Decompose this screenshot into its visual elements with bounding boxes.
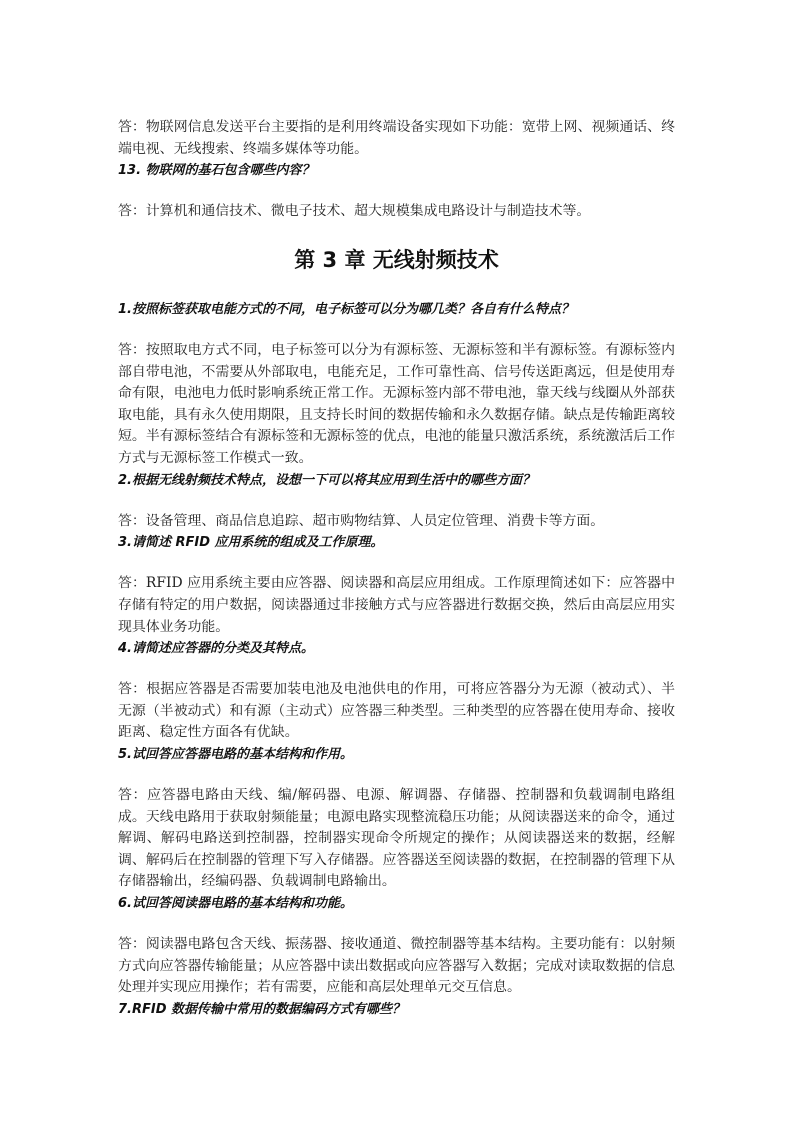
question-heading: 4.请简述应答器的分类及其特点。: [118, 641, 314, 657]
answer-paragraph: 答：RFID 应用系统主要由应答器、阅读器和高层应用组成。工作原理简述如下：应答器中存储有特定的用户数据，阅读器通过非接触方式与应答器进行数据交换，然后由高层应用实现具体业务功能。: [118, 575, 675, 635]
question-heading: 3.请简述 RFID 应用系统的组成及工作原理。: [118, 535, 384, 551]
answer-paragraph: 答：应答器电路由天线、编/解码器、电源、解调器、存储器、控制器和负载调制电路组成。天线电路用于获取射频能量；电源电路实现整流稳压功能；从阅读器送来的命令，通过解调、解码电路送到控制器，控制器实现命令所规定的操作；从阅读器送来的数据，经解调、解码后在控制器的管理下写入存储器。应答器送至阅读器的数据，在控制器的管理下从存储器输出，经编码器、负载调制电路输出。: [118, 787, 675, 890]
question-heading: 13. 物联网的基石包含哪些内容？: [118, 163, 315, 179]
question-heading: 7.RFID 数据传输中常用的数据编码方式有哪些？: [118, 1001, 406, 1017]
answer-paragraph: 答：阅读器电路包含天线、振荡器、接收通道、微控制器等基本结构。主要功能有：以射频方式向应答器传输能量；从应答器中读出数据或向应答器写入数据；完成对读取数据的信息处理并实现应用操作；若有需要，应能和高层处理单元交互信息。: [118, 936, 675, 996]
question-heading: 1.按照标签获取电能方式的不同，电子标签可以分为哪几类？各自有什么特点？: [118, 301, 574, 317]
question-heading: 5.试回答应答器电路的基本结构和作用。: [118, 746, 353, 762]
question-heading: 6.试回答阅读器电路的基本结构和功能。: [118, 896, 353, 912]
document-page: [118, 117, 675, 1040]
question-heading: 2.根据无线射频技术特点，设想一下可以将其应用到生活中的哪些方面？: [118, 472, 535, 488]
answer-paragraph: 答：计算机和通信技术、微电子技术、超大规模集成电路设计与制造技术等。: [118, 203, 591, 220]
answer-paragraph: 答：物联网信息发送平台主要指的是利用终端设备实现如下功能：宽带上网、视频通话、终端电视、无线搜索、终端多媒体等功能。: [118, 119, 675, 157]
chapter-title: 第 3 章 无线射频技术: [294, 247, 499, 272]
answer-paragraph: 答：根据应答器是否需要加装电池及电池供电的作用，可将应答器分为无源（被动式）、半无源（半被动式）和有源（主动式）应答器三种类型。三种类型的应答器在使用寿命、接收距离、稳定性方面各有优缺。: [118, 681, 675, 741]
answer-paragraph: 答：设备管理、商品信息追踪、超市购物结算、人员定位管理、消费卡等方面。: [118, 512, 605, 529]
answer-paragraph: 答：按照取电方式不同，电子标签可以分为有源标签、无源标签和半有源标签。有源标签内部自带电池，不需要从外部取电，电能充足，工作可靠性高、信号传送距离远，但是使用寿命有限，电池电力低时影响系统正常工作。无源标签内部不带电池，靠天线与线圈从外部获取电能，具有永久使用期限，且支持长时间的数据传输和永久数据存储。缺点是传输距离较短。半有源标签结合有源标签和无源标签的优点，电池的能量只激活系统，系统激活后工作方式与无源标签工作模式一致。: [118, 341, 675, 466]
